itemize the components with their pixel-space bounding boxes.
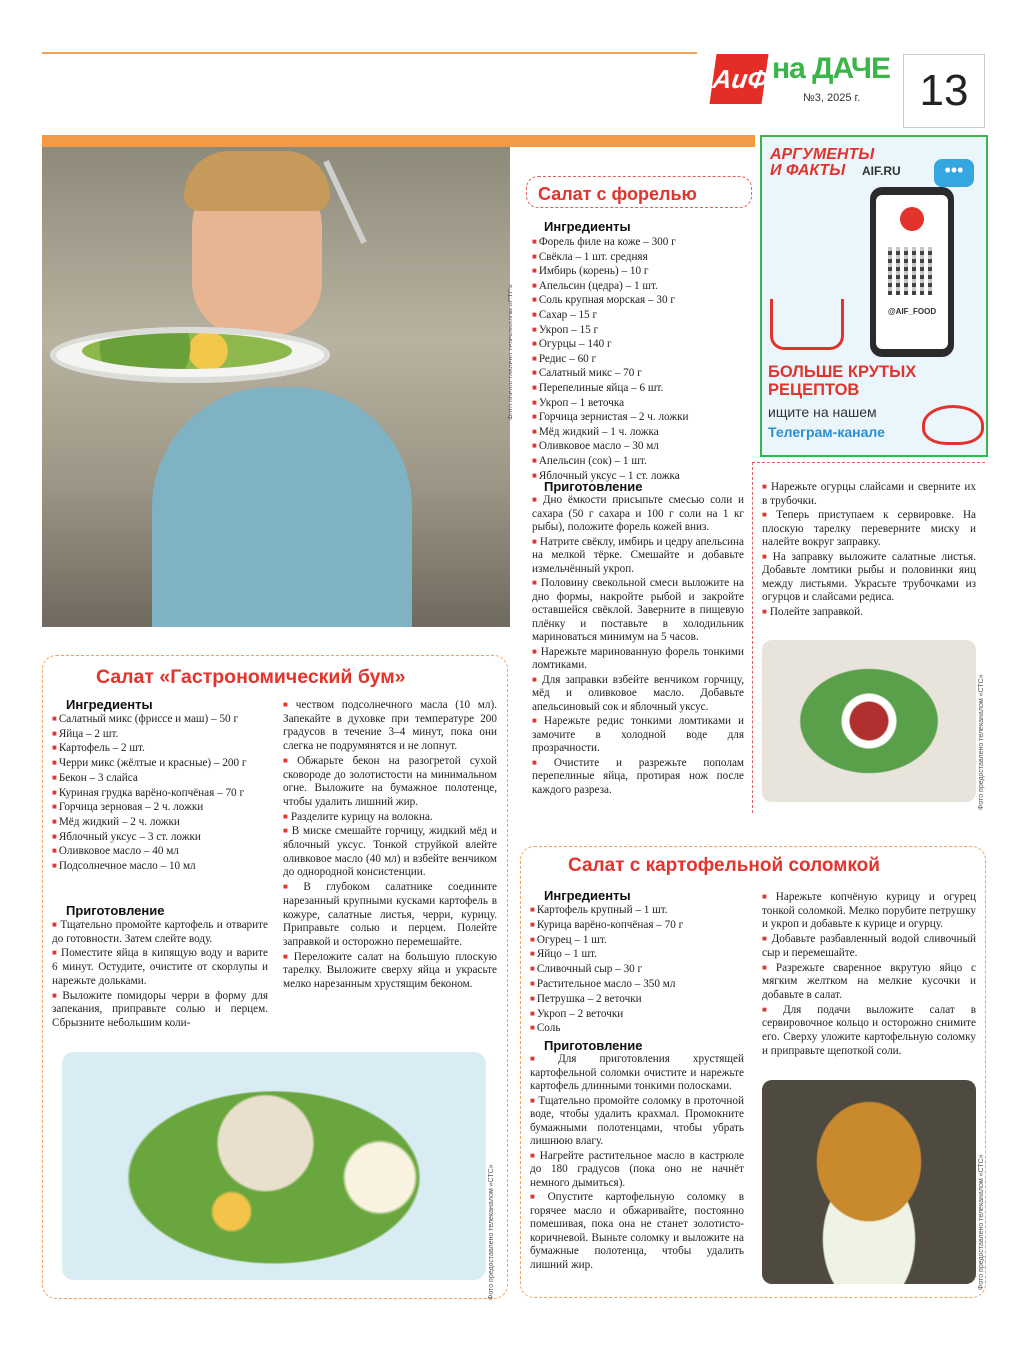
ingredient-item: ■ Соль — [530, 1021, 746, 1036]
ingredient-item: ■ Яблочный уксус – 1 ст. ложка — [532, 469, 752, 484]
potato-steps-right — [762, 890, 976, 1058]
gastro-steps-left — [52, 918, 268, 1031]
chat-icon: ••• — [934, 159, 974, 187]
prep-step: ■ Нарежьте огурцы слайсами и сверните их в трубочки. — [762, 480, 976, 508]
ad-headline: БОЛЬШЕ КРУТЫХ РЕЦЕПТОВ — [768, 363, 917, 399]
section-title: на ДАЧЕ — [772, 52, 890, 85]
prep-step: ■ Обжарьте бекон на разогретой сухой сковороде до золотистости на минимальном огне. Выложите на бумажное полотенце, чтобы удалить лишний жир. — [283, 754, 497, 810]
prep-step: ■ Очистите и разрежьте пополам перепелиные яйца, протирая нож после каждого разреза. — [532, 756, 744, 798]
ingredient-item: ■ Сахар – 15 г — [532, 308, 752, 323]
ingredient-item: ■ Мёд жидкий – 1 ч. ложка — [532, 425, 752, 440]
prep-step: ■ Поместите яйца в кипящую воду и варите 6 минут. Остудите, очистите от скорлупы и нарежьте дольками. — [52, 946, 268, 988]
prep-step: ■ Переложите салат на большую плоскую тарелку. Выложите сверху яйца и украсьте мелко нарезанным хрустящим беконом. — [283, 950, 497, 992]
potato-prep-heading: Приготовление — [544, 1038, 643, 1053]
photo-credit-food3: Фото предоставлено телеканалом «СТС» — [978, 1154, 985, 1290]
trout-ingredients-heading: Ингредиенты — [544, 219, 631, 234]
potato-title: Салат с картофельной соломкой — [568, 855, 880, 876]
ingredient-item: ■ Соль крупная морская – 30 г — [532, 293, 752, 308]
ingredient-item: ■ Укроп – 2 веточки — [530, 1007, 746, 1022]
ad-site: AIF.RU — [862, 164, 901, 178]
prep-step: ■ Теперь приступаем к сервировке. На плоскую тарелку переверните миску и налейте вокруг заправку. — [762, 508, 976, 550]
prep-step: ■ Для заправки взбейте венчиком горчицу, мёд и оливковое масло. Добавьте апельсиновый сок и яблочный уксус. — [532, 673, 744, 715]
fork-icon — [323, 160, 366, 244]
ingredient-item: ■ Яйца – 2 шт. — [52, 727, 270, 742]
ingredient-item: ■ Укроп – 15 г — [532, 323, 752, 338]
prep-step: ■ Нарежьте маринованную форель тонкими ломтиками. — [532, 645, 744, 673]
ingredient-item: ■ Картофель крупный – 1 шт. — [530, 903, 746, 918]
gastro-steps-right — [283, 698, 497, 992]
pie-icon — [922, 405, 984, 445]
ingredient-item: ■ Салатный микс – 70 г — [532, 366, 752, 381]
phone-icon — [870, 187, 954, 357]
photo-credit-food1: Фото предоставлено телеканалом «СТС» — [978, 674, 985, 810]
aif-logo: АиФ — [709, 54, 768, 104]
telegram-ad[interactable] — [760, 135, 988, 457]
ingredient-item: ■ Петрушка – 2 веточки — [530, 992, 746, 1007]
ingredient-item: ■ Апельсин (сок) – 1 шт. — [532, 454, 752, 469]
ingredient-item: ■ Подсолнечное масло – 10 мл — [52, 859, 270, 874]
ingredient-item: ■ Салатный микс (фриссе и маш) – 50 г — [52, 712, 270, 727]
ingredient-item: ■ Форель филе на коже – 300 г — [532, 235, 752, 250]
ingredient-item: ■ Сливочный сыр – 30 г — [530, 962, 746, 977]
gastro-ingredients-list — [52, 712, 270, 874]
potato-ingredients-list — [530, 903, 746, 1036]
prep-step: ■ Тщательно промойте картофель и отварите до готовности. Затем слейте воду. — [52, 918, 268, 946]
trout-title: Салат с форелью — [538, 184, 697, 204]
issue-number: №3, 2025 г. — [803, 92, 861, 104]
prep-step: ■ Для приготовления хрустящей картофельной соломки очистите и нарежьте картофель длинными тонкими полосками. — [530, 1052, 744, 1094]
trout-salad-photo — [762, 640, 976, 802]
prep-step: ■ Тщательно промойте соломку в проточной воде, чтобы удалить крахмал. Промокните бумажными полотенцами, чтобы убрать лишнюю влагу. — [530, 1094, 744, 1149]
ingredient-item: ■ Яйцо – 1 шт. — [530, 947, 746, 962]
prep-step: ■ В миске смешайте горчицу, жидкий мёд и яблочный уксус. Тонкой струйкой влейте оливковое масло (40 мл) и взбейте венчиком до однородной консистенции. — [283, 824, 497, 880]
photo-credit-food2: Фото предоставлено телеканалом «СТС» — [488, 1164, 495, 1300]
potato-salad-photo — [762, 1080, 976, 1284]
ingredient-item: ■ Горчица зерновая – 2 ч. ложки — [52, 800, 270, 815]
gastro-prep-heading: Приготовление — [66, 903, 165, 918]
gastro-title: Салат «Гастрономический бум» — [96, 666, 406, 688]
page-number: 13 — [903, 54, 985, 128]
ad-subtext: ищите на нашем — [768, 404, 877, 420]
gastro-ingredients-heading: Ингредиенты — [66, 697, 153, 712]
aif-badge-icon — [900, 207, 924, 231]
chef-photo — [42, 147, 510, 627]
ingredient-item: ■ Свёкла – 1 шт. средняя — [532, 250, 752, 265]
prep-step: ■ Выложите помидоры черри в форму для запекания, приправьте солью и перцем. Сбрызните небольшим коли- — [52, 989, 268, 1031]
trout-steps-left — [532, 493, 744, 797]
ingredient-item: ■ Редис – 60 г — [532, 352, 752, 367]
ingredient-item: ■ Бекон – 3 слайса — [52, 771, 270, 786]
prep-step: ■ Нарежьте копчёную курицу и огурец тонкой соломкой. Мелко порубите петрушку и укроп и добавьте к курице и огурцу. — [762, 890, 976, 932]
prep-step: ■ Нарежьте редис тонкими ломтиками и замочите в холодной воде для прозрачности. — [532, 714, 744, 756]
prep-step: ■ Добавьте разбавленный водой сливочный сыр и перемешайте. — [762, 932, 976, 960]
potato-ingredients-heading: Ингредиенты — [544, 888, 631, 903]
ingredient-item: ■ Огурец – 1 шт. — [530, 933, 746, 948]
header-rule — [42, 52, 697, 54]
ingredient-item: ■ Оливковое масло – 30 мл — [532, 439, 752, 454]
ingredient-item: ■ Апельсин (цедра) – 1 шт. — [532, 279, 752, 294]
ingredient-item: ■ Имбирь (корень) – 10 г — [532, 264, 752, 279]
prep-step: ■ Нагрейте растительное масло в кастрюле до 180 градусов (пока оно не начнёт немного дымиться). — [530, 1149, 744, 1191]
ad-handle: @AIF_FOOD — [887, 307, 937, 316]
chef-shirt — [152, 387, 412, 627]
ingredient-item: ■ Перепелиные яйца – 6 шт. — [532, 381, 752, 396]
trout-ingredients-list — [532, 235, 752, 483]
pot-icon — [770, 299, 844, 350]
trout-steps-right — [762, 480, 976, 619]
ingredient-item: ■ Огурцы – 140 г — [532, 337, 752, 352]
potato-steps-left — [530, 1052, 744, 1272]
trout-prep-heading: Приготовление — [544, 479, 643, 494]
prep-step: ■ Половину свекольной смеси выложите на дно формы, накройте рыбой и закройте оставшейся свёклой. Заверните в пищевую плёнку и поставьте в холодильник мариноваться минимум на 5 часов. — [532, 576, 744, 645]
prep-step: ■ Натрите свёклу, имбирь и цедру апельсина на мелкой тёрке. Смешайте и добавьте измельчённый укроп. — [532, 535, 744, 577]
prep-step: ■ На заправку выложите салатные листья. Добавьте ломтики рыбы и половинки яиц между листьями. Украсьте трубочками из огурцов и слайсами редиса. — [762, 550, 976, 605]
ingredient-item: ■ Растительное масло – 350 мл — [530, 977, 746, 992]
chef-hair — [184, 151, 330, 211]
prep-step: ■ Дно ёмкости присыпьте смесью соли и сахара (50 г сахара и 100 г соли на 1 кг рыбы), положите форель кожей вниз. — [532, 493, 744, 535]
prep-step: ■ Разрежьте сваренное вкрутую яйцо с мягким желтком на мелкие кусочки и добавьте в салат. — [762, 961, 976, 1003]
ingredient-item: ■ Горчица зернистая – 2 ч. ложки — [532, 410, 752, 425]
gastro-salad-photo — [62, 1052, 486, 1280]
prep-step: ■ Разделите курицу на волокна. — [283, 810, 497, 825]
ingredient-item: ■ Яблочный уксус – 3 ст. ложки — [52, 830, 270, 845]
ingredient-item: ■ Оливковое масло – 40 мл — [52, 844, 270, 859]
ingredient-item: ■ Курица варёно-копчёная – 70 г — [530, 918, 746, 933]
ad-brand: АРГУМЕНТЫ И ФАКТЫ — [770, 146, 875, 179]
ingredient-item: ■ Черри микс (жёлтые и красные) – 200 г — [52, 756, 270, 771]
trout-card — [512, 172, 752, 812]
ingredient-item: ■ Куриная грудка варёно-копчёная – 70 г — [52, 786, 270, 801]
prep-step: ■ Полейте заправкой. — [762, 605, 976, 620]
ingredient-item: ■ Мёд жидкий – 2 ч. ложки — [52, 815, 270, 830]
orange-banner — [42, 135, 755, 147]
ad-channel-link[interactable]: Телеграм-канале — [768, 424, 885, 440]
ingredient-item: ■ Укроп – 1 веточка — [532, 396, 752, 411]
prep-step: ■ В глубоком салатнике соедините нарезанный крупными кусками картофель в кожуре, салатные листья, черри, курицу. Приправьте солью и перцем. Полейте заправкой и осторожно перемешайте. — [283, 880, 497, 950]
prep-step: ■ Для подачи выложите салат в сервировочное кольцо и осторожно снимите его. Сверху уложите картофельную соломку и приправьте щепоткой соли. — [762, 1003, 976, 1059]
gastro-continuation: ■ чеством подсолнечного масла (10 мл). Запекайте в духовке при температуре 200 градусов в течение 3–4 минут, пока они слегка не подрумянятся и не лопнут. — [283, 698, 497, 754]
ingredient-item: ■ Картофель – 2 шт. — [52, 741, 270, 756]
prep-step: ■ Опустите картофельную соломку в горячее масло и обжаривайте, постоянно помешивая, пока она не станет золотисто-коричневой. Выньте соломку и выложите на бумажные полотенца, чтобы удалить лишний жир. — [530, 1190, 744, 1272]
salad-on-plate — [82, 333, 292, 369]
